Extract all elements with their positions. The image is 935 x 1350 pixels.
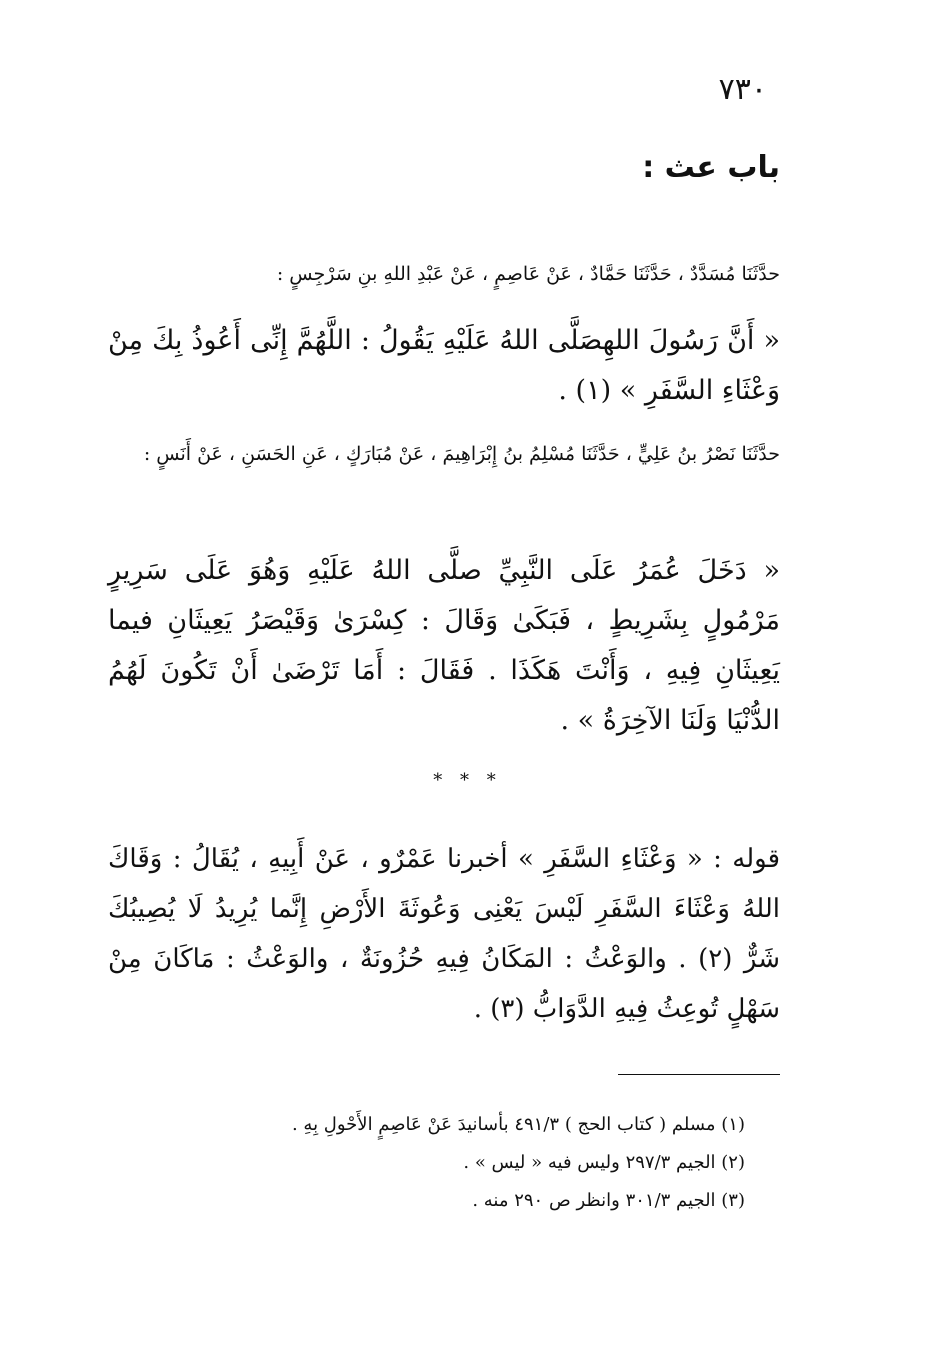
commentary-paragraph: قوله : « وَعْثَاءِ السَّفَرِ » أخبرنا عَمْرٌو ، عَنْ أَبِيهِ ، يُقَالُ : وَقَاكَ اللهُ وَعْثَاءَ السَّفَرِ لَيْسَ يَعْنِى وَعُوثَةَ الأَرْضِ إِنَّما يُرِيدُ لَا يُصِيبُكَ شَرٌّ (٢) . والوَعْثُ : المَكَانُ فِيهِ حُزُونَةٌ ، والوَعْثُ : مَاكَانَ مِنْ سَهْلٍ تُوعِثُ فِيهِ الدَّوَابُّ (٣) . [108,844,780,1024]
hadith-1-isnad: حدَّثَنَا مُسَدَّدٌ ، حَدَّثَنَا حَمَّادٌ ، عَنْ عَاصِمٍ ، عَنْ عَبْدِ اللهِ بنِ سَرْجِسٍ : [276,263,780,285]
footnote-1: (١) مسلم ( كتاب الحج ) ٤٩١/٣ بأسانيدَ عَنْ عَاصِمٍ الأَحْولِ بِهِ . [291,1114,745,1135]
section-separator: * * * [433,770,502,791]
footnotes-list [120,1106,745,1220]
footnote-3: (٣) الجيم ٣٠١/٣ وانظر ص ٢٩٠ منه . [472,1190,745,1211]
page-number: ٧٣٠ [718,72,767,107]
hadith-2-isnad: حدَّثَنَا نَصْرُ بنُ عَلِيٍّ ، حَدَّثَنَا مُسْلِمُ بنُ إِبْرَاهِيمَ ، عَنْ مُبَارَكٍ ، عَنِ الحَسَنِ ، عَنْ أَنَسٍ : [143,443,780,465]
footnote-2: (٢) الجيم ٢٩٧/٣ وليس فيه « ليس » . [463,1152,745,1173]
hadith-2-matn: « دَخَلَ عُمَرُ عَلَى النَّبِيِّ صلَّى اللهُ عَلَيْهِ وَهُوَ عَلَى سَرِيرٍ مَرْمُولٍ بِشَرِيطٍ ، فَبَكَىٰ وَقَالَ : كِسْرَىٰ وَقَيْصَرُ يَعِيثَانِ فيما يَعِيثَانِ فِيهِ ، وَأَنْتَ هَكَذَا . فَقَالَ : أَمَا تَرْضَىٰ أَنْ تَكُونَ لَهُمُ الدُّنْيَا وَلَنَا الآخِرَةُ » . [108,555,780,736]
hadith-1-matn: « أَنَّ رَسُولَ اللهِصَلَّى اللهُ عَلَيْهِ يَقُولُ : اللَّهُمَّ إِنِّى أَعُوذُ بِكَ مِنْ وَعْثَاءِ السَّفَرِ » (١) . [108,325,780,406]
chapter-title: باب عث : [642,150,780,185]
footnote-divider [618,1074,780,1075]
